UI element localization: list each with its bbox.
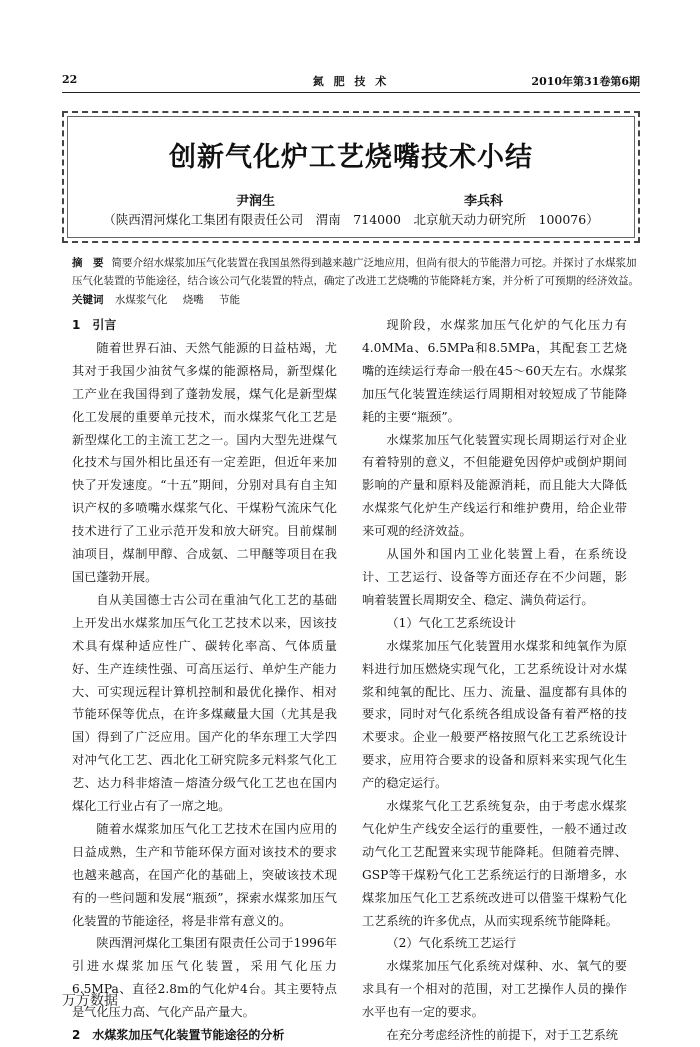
journal-name: 氮 肥 技 术	[312, 75, 390, 88]
section-heading: 1 引言	[72, 318, 117, 332]
right-column	[362, 314, 627, 1047]
paragraph: 自从美国德士古公司在重油气化工艺的基础上开发出水煤浆加压气化工艺技术以来，因该技术具有煤种适应性广、碳转化率高、气体质量好、生产连续性强、可高压运行、单炉生产能力大、可实现远程计算机控制和最优化操作、相对节能环保等优点，在许多煤藏量大国（尤其是我国）得到了广泛应用。国产化的华东理工大学四对冲气化工艺、西北化工研究院多元料浆气化工艺、达力科非熔渣－熔渣分级气化工艺也在国内煤化工行业占有了一席之地。	[72, 592, 337, 814]
paragraph: 现阶段，水煤浆加压气化炉的气化压力有4.0MMa、6.5MPa和8.5MPa，其配套工艺烧嘴的连续运行寿命一般在45～60天左右。水煤浆加压气化装置连续运行周期相对较短成了节能降耗的主要“瓶颈”。	[362, 318, 627, 424]
subsection-heading: （1）气化工艺系统设计	[386, 615, 517, 630]
keyword: 节能	[219, 294, 241, 306]
subsection-heading: （2）气化系统工艺运行	[386, 936, 517, 951]
paragraph: 水煤浆气化工艺系统复杂，由于考虑水煤浆气化炉生产线安全运行的重要性，一般不通过改动气化工艺配置来实现节能降耗。但随着壳牌、GSP等干煤粉气化工艺系统运行的日渐增多，水煤浆加压气化工艺系统改进可以借鉴干煤粉气化工艺系统的许多优点，从而实现系统节能降耗。	[362, 799, 627, 928]
keyword: 烧嘴	[182, 294, 204, 306]
section-heading: 2 水煤浆加压气化装置节能途径的分析	[72, 1028, 285, 1043]
abstract-text: 简要介绍水煤浆加压气化装置在我国虽然得到越来越广泛地应用，但尚有很大的节能潜力可挖。并探讨了水煤浆加压气化装置的节能途径，结合该公司气化装置的特点，确定了改进工艺烧嘴的节能降耗方案，并分析了可预期的经济效益。	[72, 257, 639, 287]
paragraph: 陕西渭河煤化工集团有限责任公司于1996年引进水煤浆加压气化装置，采用气化压力6.5MPa、直径2.8m的气化炉4台。其主要特点是气化压力高、气化产品产量大。	[72, 936, 337, 1020]
paragraph: 随着世界石油、天然气能源的日益枯竭，尤其对于我国少油贫气多煤的能源格局，新型煤化工产业在我国得到了蓬勃发展，煤气化是新型煤化工发展的重要单元技术，而水煤浆气化工艺是新型煤化工的主流工艺之一。国内大型先进煤气化技术与国外相比虽还有一定差距，但近年来加快了开发速度。“十五”期间，分别对具有自主知识产权的多喷嘴水煤浆气化、干煤粉气流床气化技术进行了工业示范开发和放大研究。目前煤制油项目，煤制甲醇、合成氨、二甲醚等项目在我国已蓬勃开展。	[72, 340, 337, 584]
running-header	[62, 73, 640, 91]
paragraph: 随着水煤浆加压气化工艺技术在国内应用的日益成熟，生产和节能环保方面对该技术的要求也越来越高，在国产化的基础上，突破该技术现有的一些问题和发展“瓶颈”，探索水煤浆加压气化装置的节能途径，将是非常有意义的。	[72, 821, 337, 928]
header-rule	[62, 92, 640, 93]
issue-info: 2010年第31卷第6期	[531, 75, 640, 88]
page-number: 22	[62, 73, 78, 86]
left-column	[72, 314, 337, 1047]
keyword: 水煤浆气化	[114, 294, 168, 306]
paper-title: 创新气化炉工艺烧嘴技术小结	[169, 142, 533, 173]
abstract	[72, 254, 640, 290]
paragraph: 水煤浆加压气化系统对煤种、水、氧气的要求具有一个相对的范围，对工艺操作人员的操作水平也有一定的要求。	[362, 959, 627, 1020]
watermark: 万方数据	[62, 993, 118, 1009]
paragraph: 从国外和国内工业化装置上看，在系统设计、工艺运行、设备等方面还存在不少问题，影响着装置长周期安全、稳定、满负荷运行。	[362, 547, 627, 607]
author-2: 李兵科	[464, 194, 504, 209]
title-box	[62, 111, 640, 243]
affiliation: （陕西渭河煤化工集团有限责任公司 渭南 714000 北京航天动力研究所 100076）	[103, 212, 599, 227]
abstract-label: 摘 要	[72, 257, 104, 269]
keywords-label: 关键词	[72, 294, 104, 306]
paragraph: 水煤浆加压气化装置用水煤浆和纯氧作为原料进行加压燃烧实现气化，工艺系统设计对水煤浆和纯氧的配比、压力、流量、温度都有具体的要求，同时对气化系统各组成设备有着严格的技术要求。企业一般要严格按照气化工艺系统设计要求，应用符合要求的设备和原料来实现气化生产的稳定运行。	[362, 638, 627, 791]
paragraph: 在充分考虑经济性的前提下，对于工艺系统	[386, 1028, 618, 1043]
author-1: 尹润生	[236, 194, 276, 209]
paragraph: 水煤浆加压气化装置实现长周期运行对企业有着特别的意义，不但能避免因停炉或倒炉期间影响的产量和原料及能源消耗，而且能大大降低水煤浆气化炉生产线运行和维护费用，给企业带来可观的经济效益。	[362, 432, 627, 539]
keywords	[72, 292, 252, 307]
